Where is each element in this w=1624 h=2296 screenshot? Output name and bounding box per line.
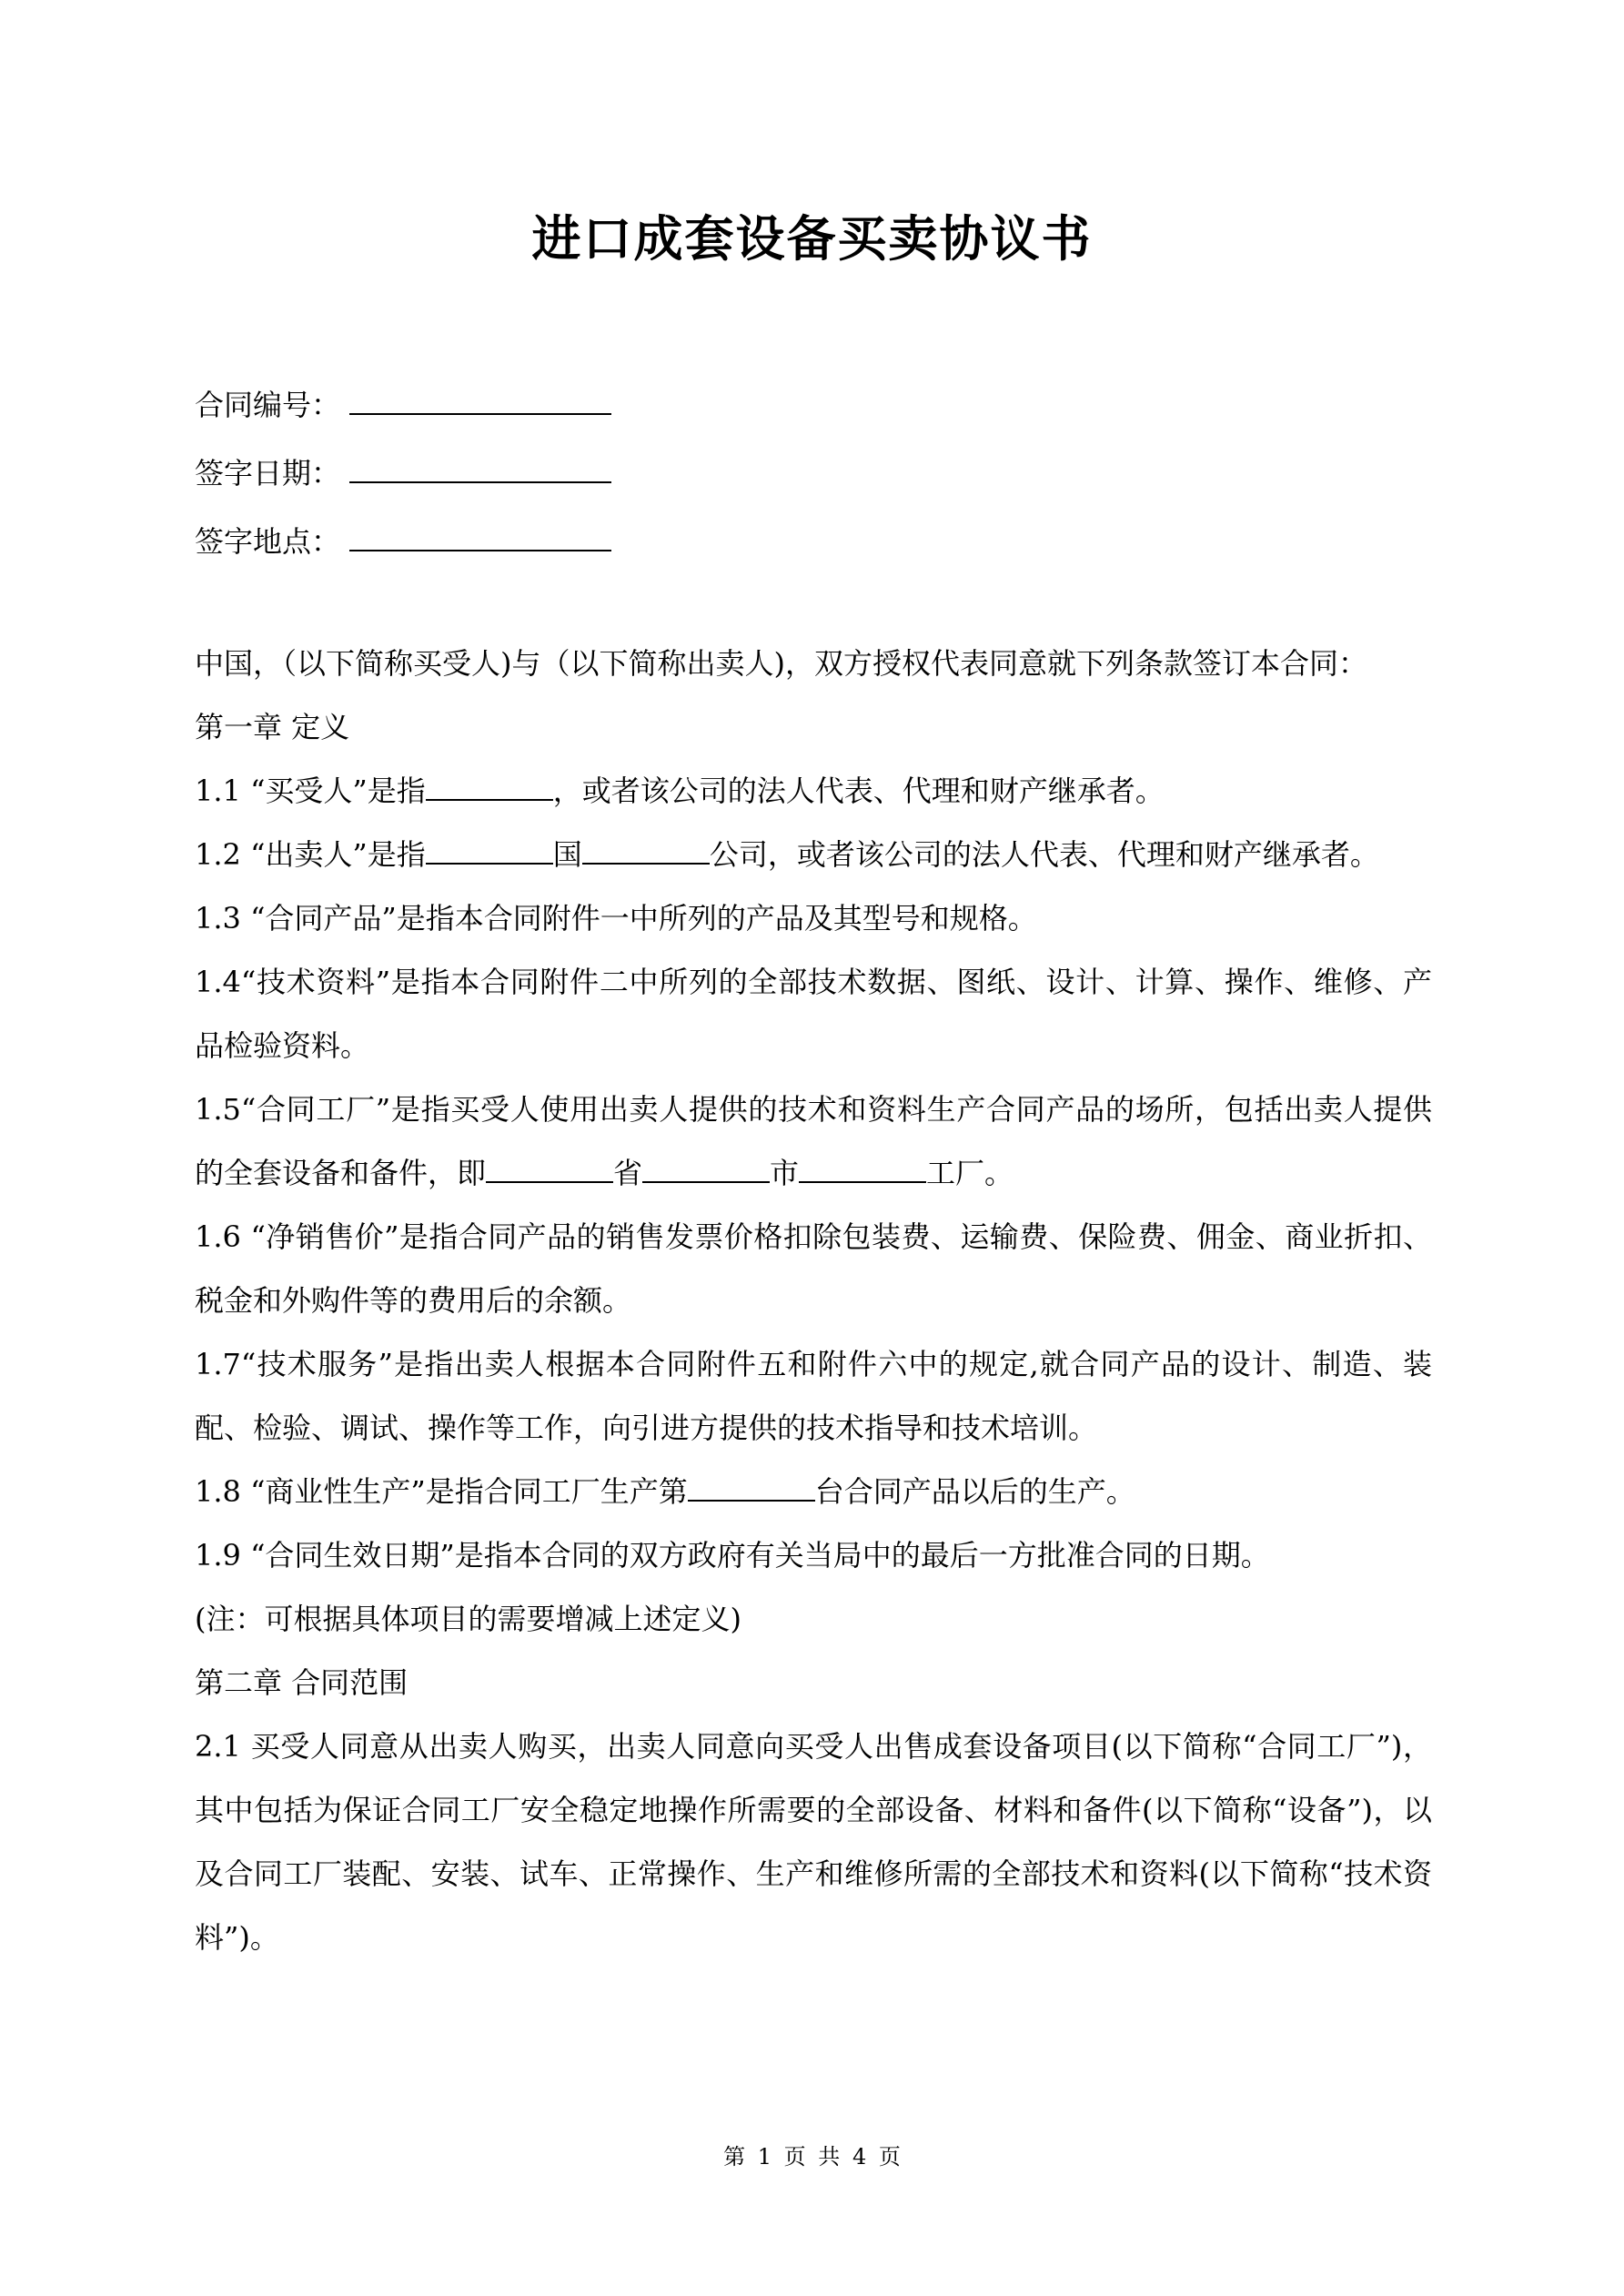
clause-1-6: 1.6 “净销售价”是指合同产品的销售发票价格扣除包装费、运输费、保险费、佣金、商业折扣、税金和外购件等的费用后的余额。 xyxy=(195,1219,1432,1318)
clause-1-9: 1.9 “合同生效日期”是指本合同的双方政府有关当局中的最后一方批准合同的日期。 xyxy=(195,1538,1270,1573)
chapter-2-heading: 第二章 合同范围 xyxy=(195,1665,409,1700)
clause-1-5-text-b: 省 xyxy=(613,1156,643,1190)
contract-body xyxy=(195,632,1432,1969)
contract-number-blank xyxy=(349,382,611,415)
seller-country-blank xyxy=(426,835,553,865)
signing-place-row xyxy=(195,519,611,587)
chapter-1-heading: 第一章 定义 xyxy=(195,710,350,744)
clause-1-8-text-a: 1.8 “商业性生产”是指合同工厂生产第 xyxy=(195,1474,688,1509)
signing-place-blank xyxy=(349,519,611,551)
clause-1-1-text-a: 1.1 “买受人”是指 xyxy=(195,774,426,808)
buyer-name-blank xyxy=(426,772,553,801)
clause-1-2-text-c: 公司，或者该公司的法人代表、代理和财产继承者。 xyxy=(709,837,1379,872)
clause-1-7: 1.7“技术服务”是指出卖人根据本合同附件五和附件六中的规定,就合同产品的设计、制造、装配、检验、调试、操作等工作，向引进方提供的技术指导和技术培训。 xyxy=(195,1347,1432,1445)
clause-1-4: 1.4“技术资料”是指本合同附件二中所列的全部技术数据、图纸、设计、计算、操作、维修、产品检验资料。 xyxy=(195,965,1432,1063)
signing-date-label: 签字日期： xyxy=(195,456,341,491)
clause-1-5-text-a: 1.5“合同工厂”是指买受人使用出卖人提供的技术和资料生产合同产品的场所，包括出卖人提供的全套设备和备件，即 xyxy=(195,1092,1432,1190)
clause-1-2 xyxy=(195,823,1432,886)
province-blank xyxy=(486,1154,613,1183)
clause-2-1: 2.1 买受人同意从出卖人购买，出卖人同意向买受人出售成套设备项目(以下简称“合同工厂”)，其中包括为保证合同工厂安全稳定地操作所需要的全部设备、材料和备件(以下简称“设备”)，以及合同工厂装配、安装、试车、正常操作、生产和维修所需的全部技术和资料(以下简称“技术资料”)。 xyxy=(195,1729,1432,1955)
contract-number-row xyxy=(195,382,611,450)
city-blank xyxy=(642,1154,770,1183)
contract-meta-fields xyxy=(195,382,611,587)
clause-1-1 xyxy=(195,759,1432,823)
signing-place-label: 签字地点： xyxy=(195,524,341,559)
clause-1-5 xyxy=(195,1077,1432,1205)
document-title: 进口成套设备买卖协议书 xyxy=(531,209,1093,268)
seller-company-blank xyxy=(582,835,710,865)
clause-1-8 xyxy=(195,1460,1432,1523)
clause-1-2-text-a: 1.2 “出卖人”是指 xyxy=(195,837,426,872)
signing-date-row xyxy=(195,450,611,519)
page-number-footer: 第 1 页 共 4 页 xyxy=(723,2144,901,2170)
clause-1-2-text-b: 国 xyxy=(552,837,582,872)
unit-count-blank xyxy=(688,1472,815,1502)
clause-1-1-text-b: ，或者该公司的法人代表、代理和财产继承者。 xyxy=(552,774,1165,808)
factory-blank xyxy=(799,1154,926,1183)
clause-1-5-text-c: 市 xyxy=(770,1156,800,1190)
clause-1-3: 1.3 “合同产品”是指本合同附件一中所列的产品及其型号和规格。 xyxy=(195,901,1037,936)
clause-1-8-text-b: 台合同产品以后的生产。 xyxy=(814,1474,1135,1509)
signing-date-blank xyxy=(349,450,611,483)
clause-1-5-text-d: 工厂。 xyxy=(926,1156,1014,1190)
intro-paragraph: 中国，（以下简称买受人)与（以下简称出卖人)，双方授权代表同意就下列条款签订本合同： xyxy=(195,646,1367,681)
definitions-note: (注：可根据具体项目的需要增减上述定义) xyxy=(195,1602,741,1636)
contract-number-label: 合同编号： xyxy=(195,388,341,422)
